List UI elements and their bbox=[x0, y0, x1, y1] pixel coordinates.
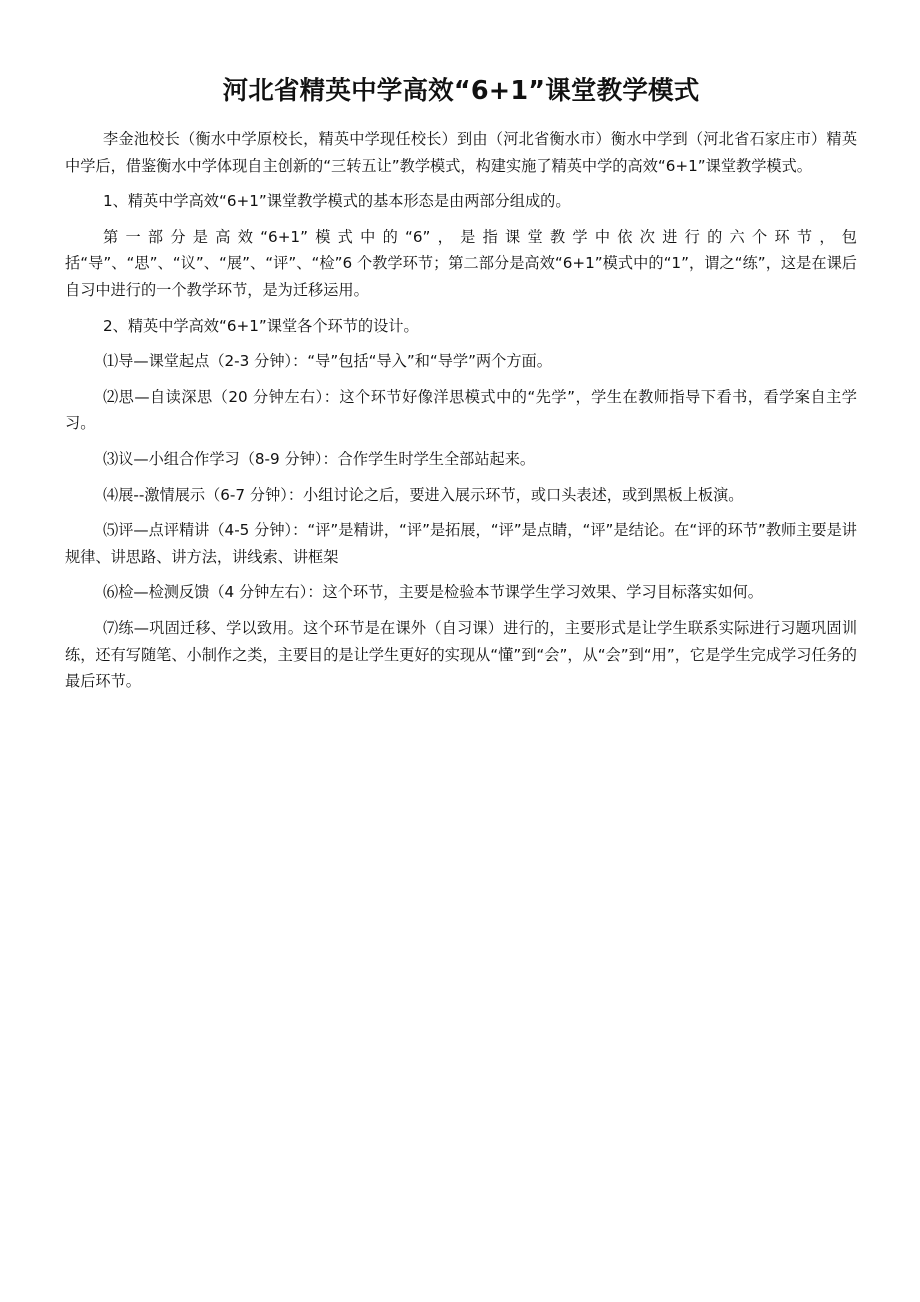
document-page bbox=[65, 72, 857, 704]
structure-paragraph: 第一部分是高效“6+1”模式中的“6”，是指课堂教学中依次进行的六个环节，包括“导”、“思”、“议”、“展”、“评”、“检”6 个教学环节；第二部分是高效“6+1”模式中的“1”，谓之“练”，这是在课后自习中进行的一个教学环节，是为迁移运用。 bbox=[65, 227, 857, 299]
step-item: ⑸评—点评精讲（4-5 分钟）：“评”是精讲，“评”是拓展，“评”是点睛，“评”是结论。在“评的环节”教师主要是讲规律、讲思路、讲方法，讲线索、讲框架 bbox=[65, 521, 857, 566]
step-item: ⑶议—小组合作学习（8-9 分钟）：合作学生时学生全部站起来。 bbox=[103, 449, 536, 468]
step-item: ⑺练—巩固迁移、学以致用。这个环节是在课外（自习课）进行的，主要形式是让学生联系实际进行习题巩固训练，还有写随笔、小制作之类，主要目的是让学生更好的实现从“懂”到“会”，从“会”到“用”，它是学生完成学习任务的最后环节。 bbox=[65, 618, 857, 691]
step-item: ⑷展--激情展示（6-7 分钟）：小组讨论之后，要进入展示环节，或口头表述，或到黑板上板演。 bbox=[103, 485, 744, 504]
step-item: ⑵思—自读深思（20 分钟左右）：这个环节好像洋思模式中的“先学”，学生在教师指导下看书，看学案自主学习。 bbox=[65, 387, 857, 433]
section-2-heading: 2、精英中学高效“6+1”课堂各个环节的设计。 bbox=[103, 316, 419, 335]
section-1-heading: 1、精英中学高效“6+1”课堂教学模式的基本形态是由两部分组成的。 bbox=[103, 192, 571, 211]
intro-paragraph: 李金池校长（衡水中学原校长，精英中学现任校长）到由（河北省衡水市）衡水中学到（河北省石家庄市）精英中学后，借鉴衡水中学体现自主创新的“三转五让”教学模式，构建实施了精英中学的高效“6+1”课堂教学模式。 bbox=[65, 130, 857, 175]
document-title: 河北省精英中学高效“6+1”课堂教学模式 bbox=[222, 76, 700, 106]
step-item: ⑹检—检测反馈（4 分钟左右）：这个环节，主要是检验本节课学生学习效果、学习目标落实如何。 bbox=[103, 583, 763, 602]
step-item: ⑴导—课堂起点（2-3 分钟）：“导”包括“导入”和“导学”两个方面。 bbox=[103, 352, 552, 371]
